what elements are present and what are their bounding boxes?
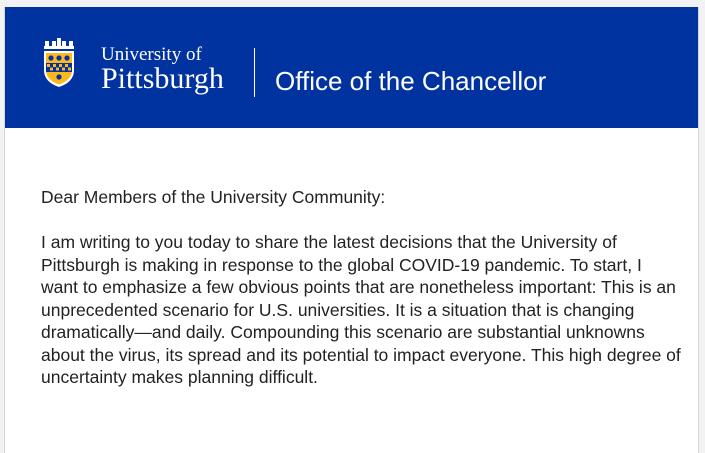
letter-paragraph: I am writing to you today to share the latest decisions that the University of Pittsburgh is making in response to the global COVID-19 pandemic. To start, I want to emphasize a few obvious points that are nonetheless important: This is an unprecedented scenario for U.S. universities. It is a situation that is changing dramatically—and daily. Compounding this scenario are substantial unknowns about the virus, its spread and its potential to impact everyone. This high degree of uncertainty makes planning difficult. xyxy=(41,232,681,387)
wordmark-line2: Pittsburgh xyxy=(101,62,224,95)
letter-greeting: Dear Members of the University Community: xyxy=(41,187,386,207)
wordmark-line1: University of xyxy=(101,44,202,65)
chancellor-header xyxy=(5,7,698,128)
header-divider xyxy=(254,48,255,97)
pitt-shield-icon xyxy=(43,38,75,88)
office-title: Office of the Chancellor xyxy=(275,66,547,96)
email-frame xyxy=(4,7,699,453)
